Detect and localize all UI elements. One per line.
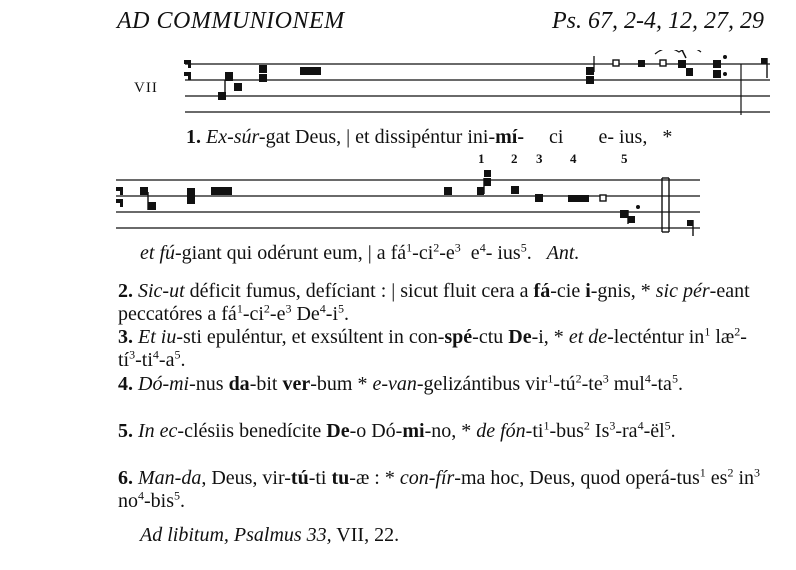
note: [660, 60, 666, 66]
footer-note: Ad libitum, Psalmus 33, VII, 22.: [140, 524, 400, 546]
note: [259, 74, 267, 82]
flex-number: 2: [511, 151, 518, 166]
note: [638, 60, 645, 67]
staff-lines: [185, 64, 770, 112]
note: [586, 67, 594, 75]
verse-5: 5. In ec-clésiis benedícite De-o Dó-mi-no, * de fón-$ti^1-bus^2$ $Is^3-ra^4-ël^5$.: [118, 418, 676, 442]
note: [314, 67, 321, 75]
section-title: AD COMMUNIONEM: [117, 8, 345, 34]
antiphon-mark: Ant.: [546, 242, 580, 264]
psalm-reference: Ps. 67, 2-4, 12, 27, 29: [552, 8, 764, 34]
flex-number: 1: [478, 151, 485, 166]
note: [300, 67, 307, 75]
note: [234, 83, 242, 91]
verse-4: 4. Dó-mi-nus da-bit ver-bum * e-van-gelizántibus $vir^1-tú^2-te^3$ $mul^4-ta^5$.: [118, 371, 683, 395]
verse-6: 6. Man-da, Deus, vir-tú-ti tu-æ : * con-fír-ma hoc, Deus, quod operá-tus$^1$ $es^2$ $in^3$ $no^4-bis^5$.: [118, 465, 761, 512]
note: [686, 68, 693, 76]
note: [613, 60, 619, 66]
verse-3: 3. Et iu-sti epuléntur, et exsúltent in con-spé-ctu De-i, * et de-lecténtur $in^1$ $læ^2-tí^3-ti^4-a^5$.: [118, 324, 747, 371]
note: [678, 60, 686, 68]
flex-number: 5: [621, 151, 628, 166]
note: [713, 60, 721, 68]
flex-number: 3: [536, 151, 543, 166]
note: [713, 70, 721, 78]
staff-1: [0, 50, 796, 125]
asterisk: *: [662, 126, 673, 148]
clef: [116, 187, 123, 207]
flex-number: 4: [570, 151, 577, 166]
verse-1-line: 1. Ex-súr-gat Deus, | et dissipéntur ini-mí- ci e- ius, *: [186, 126, 673, 148]
clef: [184, 60, 191, 80]
note: [586, 76, 594, 84]
note: [225, 72, 233, 81]
mode-label: VII: [134, 80, 158, 96]
note: [259, 65, 267, 73]
verse-number: 1.: [186, 126, 201, 148]
staff-2: [0, 166, 796, 241]
verse-1-continuation: et fú-giant qui odérunt eum, | a $fá^1-ci^2-e^3$ $e^4-$ ius$^5$. Ant.: [140, 240, 580, 264]
note: [307, 67, 314, 75]
verse-2: 2. Sic-ut déficit fumus, defíciant : | sicut fluit cera a fá-cie i-gnis, * sic pér-eant peccatóres a $fá^1-ci^2-e^3$ $De^4-i^5$.: [118, 280, 750, 325]
